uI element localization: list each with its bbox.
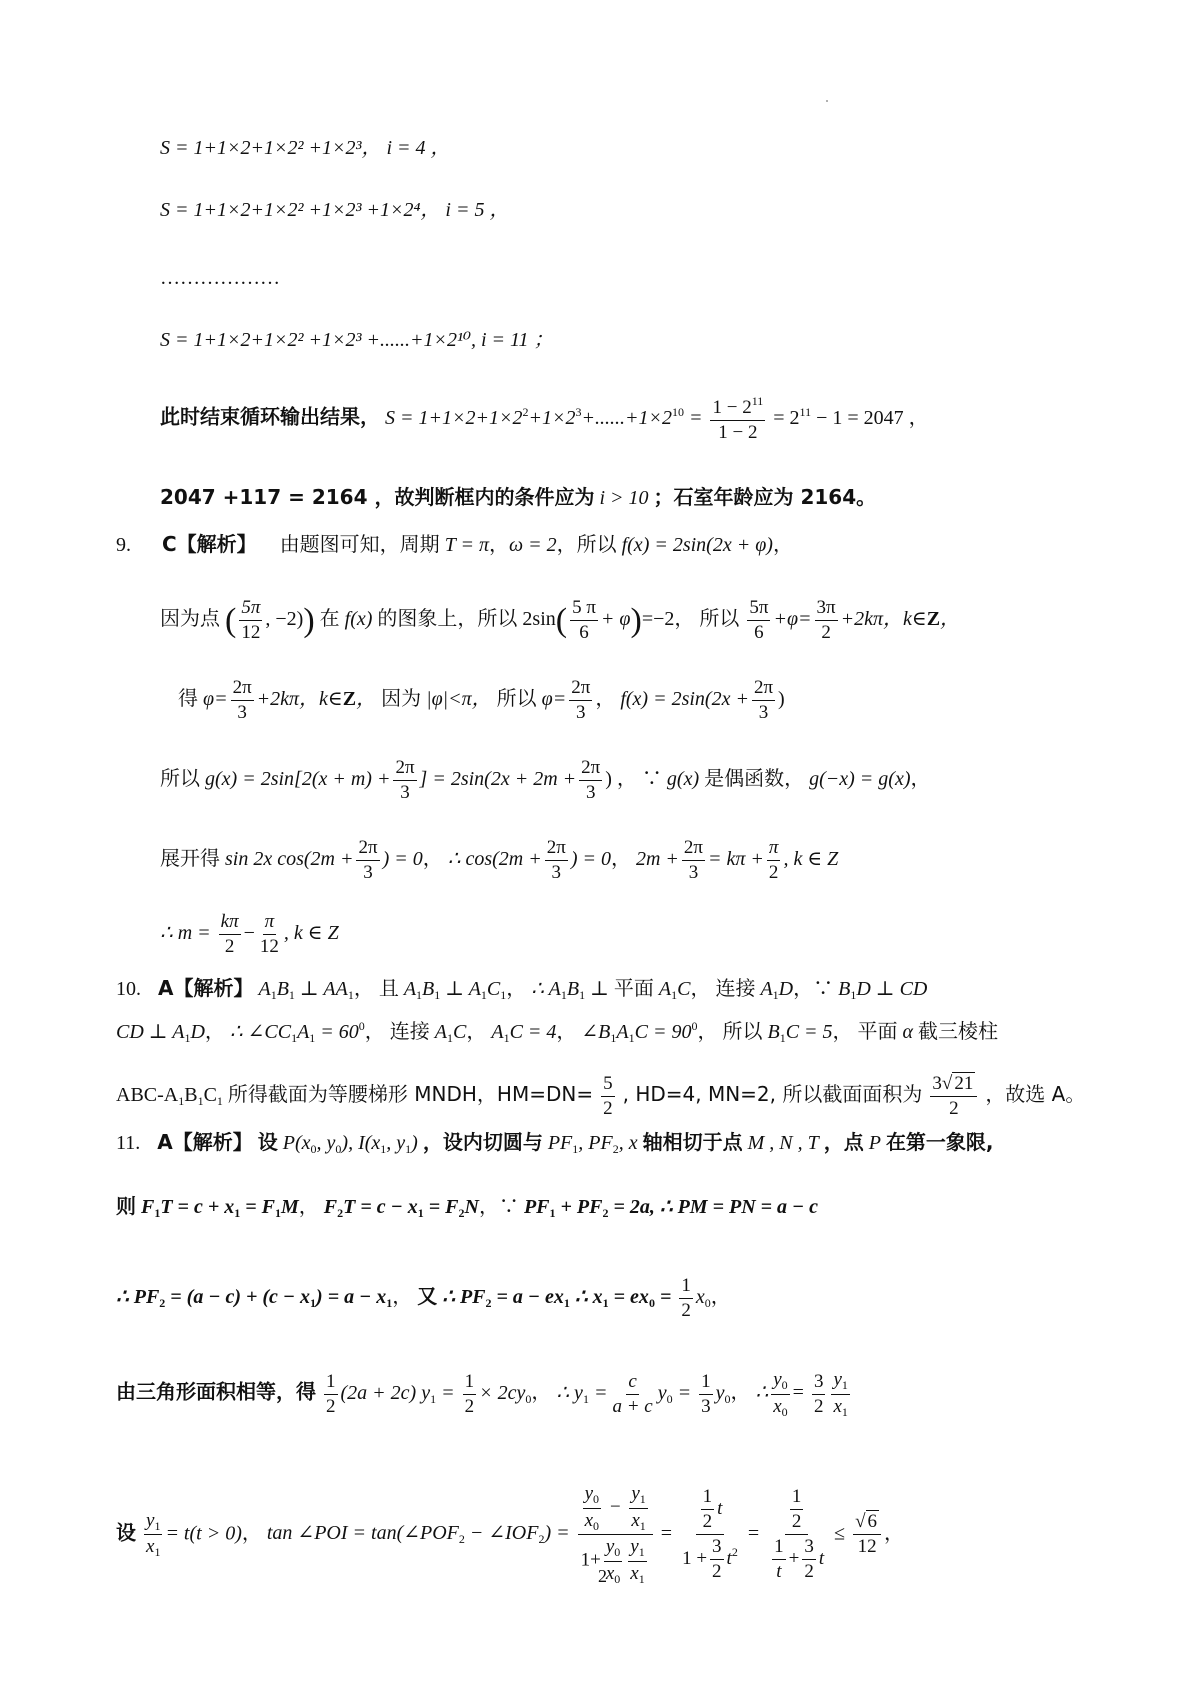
q9-line-5: 展开得 sin 2x cos(2m + $\frac{2\pi}{3}$ ) = 0， ∴ cos(2m + $\frac{2\pi}{3}$ ) = 0， 2m + $\frac{2\pi}{3}$ = kπ + $\frac{\pi}{2}$ , k ∈ Z bbox=[160, 837, 839, 883]
loop-condition: i > 10 bbox=[599, 487, 649, 509]
q11-line-2: 则 $F_1T = c + x_1 = F_1M$， $F_2T = c - x_1 = F_2N$，∵ $PF_1 + PF_2 = 2a$, ∴ PM = PN = a − c bbox=[116, 1194, 819, 1220]
q11-line-3: ∴ $PF_2 = (a - c) + (c - x_1) = a - x_1$， 又 ∴ $PF_2 = a - ex_1$ ∴ $x_1 = ex_0$ = $\frac{1}{2}$ $x_0$， bbox=[116, 1275, 731, 1321]
q10-number: 10. bbox=[116, 978, 141, 1000]
iteration-step-5: S = 1+1×2+1×2² +1×2³ +1×2⁴， i = 5 ， bbox=[160, 199, 510, 221]
q10-answer: A【解析】 bbox=[158, 976, 254, 1000]
q11-line-4: 由三角形面积相等，得 $\frac{1}{2}$ (2a + 2c) $y_1$ = $\frac{1}{2}$ × $2cy_0$， ∴ $y_1$ = $\frac{c}{a + c}$ $y_0$ = $\frac{1}{3}$ $y_0$， ∴ $\frac{y_0}{x_0}$ = $\frac{3}{2}$ $\frac{y_1}{x_1}$ bbox=[116, 1369, 848, 1419]
stray-dot bbox=[826, 100, 828, 102]
q10-line-2: CD ⊥ $A_1D$， ∴ $\angle CC_1A_1 = 60^0$， 连接 $A_1C$， $A_1C = 4$， $\angle B_1A_1C = 90^0$， 所以 $B_1C = 5$， 平面 α 截三棱柱 bbox=[116, 1019, 999, 1045]
q10-line-3: ABC-$A_1B_1C_1$ 所得截面为等腰梯形 MNDH，HM=DN= $\frac{5}{2}$ , HD=4, MN=2, 所以截面面积为 $\frac{3√ 21}{2}$ ，故选 A。 bbox=[116, 1073, 1086, 1119]
q9-number: 9. bbox=[116, 534, 131, 556]
q9-line-1: 9. C【解析】 由题图可知，周期 T = π，ω = 2，所以 f(x) = 2sin(2x + φ)， bbox=[116, 532, 793, 556]
result-lead: 此时结束循环输出结果， bbox=[160, 404, 380, 429]
q10-line-1: 10. A【解析】 $A_1B_1$ ⊥ $AA_1$， 且 $A_1B_1$ ⊥ $A_1C_1$， ∴ $A_1B_1$ ⊥ 平面 $A_1C$， 连接 $A_1D$，∵ $B_1D$ ⊥ CD bbox=[116, 976, 928, 1002]
iteration-ellipsis: ……………… bbox=[160, 267, 280, 289]
q9-line-4: 所以 g(x) = 2sin[2(x + m) + $\frac{2\pi}{3}$ ] = 2sin(2x + 2m + $\frac{2\pi}{3}$ ) ， ∵ g(x) 是偶函数， g(−x) = g(x)， bbox=[160, 757, 931, 803]
q11-answer: A【解析】 bbox=[157, 1130, 253, 1154]
result-line: 此时结束循环输出结果， $S = 1+1\times 2+1\times 2^2+1\times 2^3+......+1\times 2^{10}$ = $\frac{1 - 2^{11}}{1 - 2}$ = $2^{11} - 1 = 2047$ ， bbox=[160, 394, 929, 443]
q11-line-5: 设 $\frac{y_1}{x_1}$ = t(t > 0)， tan ∠POI = $\tan(\angle POF_2$ − $\angle IOF_2$) = $\frac{y_0}{x_0}$ − $\frac{y_1}{x_1}$ 1+ $\frac{y_0}{x_0}$ $\frac{y_1}{x_1}$ = $\frac{1}{2}$ t 1 + $\frac{3}{2}$ $t^2$ = $\frac{1}{2}$ $\frac{1}{t}$ + $\frac{3}{2}$ t ≤ $\frac{√ 6}{12}$ ， bbox=[116, 1483, 905, 1586]
q9-line-2: 因为点 ( $\frac{5\pi}{12}$ , −2)) 在 f(x) 的图象上，所以 2sin( $\frac{5 \pi}{6}$ + φ)=−2， 所以 $\frac{5\pi}{6}$ +φ= $\frac{3\pi}{2}$ +2kπ，k∈Z， bbox=[160, 597, 961, 643]
iteration-step-11: S = 1+1×2+1×2² +1×2³ +......+1×2¹⁰, i = 11 ； bbox=[160, 329, 554, 351]
iteration-step-4: S = 1+1×2+1×2² +1×2³， i = 4 ， bbox=[160, 137, 451, 159]
q11-line-1: 11. A【解析】 设 $P(x_0$, $y_0$), $I(x_1$, $y_1$) ，设内切圆与 $PF_1$, $PF_2$, x 轴相切于点 M , N , T ，点 P 在第一象限, bbox=[116, 1130, 994, 1156]
q9-answer: C【解析】 bbox=[162, 532, 257, 556]
condition-text: 2047 +117 = 2164 ，故判断框内的条件应为 bbox=[160, 485, 595, 509]
q9-line-6: ∴ m = $\frac{k\pi}{2}$ − $\frac{\pi}{12}$ , k ∈ Z bbox=[160, 911, 339, 957]
page-number: 2 bbox=[598, 1566, 607, 1586]
q9-line-3: 得 φ= $\frac{2\pi}{3}$ +2kπ，k∈Z， 因为 |φ|<π， 所以 φ= $\frac{2\pi}{3}$ ， f(x) = 2sin(2x + $\frac{2\pi}{3}$ ) bbox=[178, 677, 785, 723]
q11-number: 11. bbox=[116, 1132, 141, 1154]
condition-line bbox=[160, 487, 876, 508]
condition-end: ；石室年龄应为 2164。 bbox=[653, 485, 877, 509]
